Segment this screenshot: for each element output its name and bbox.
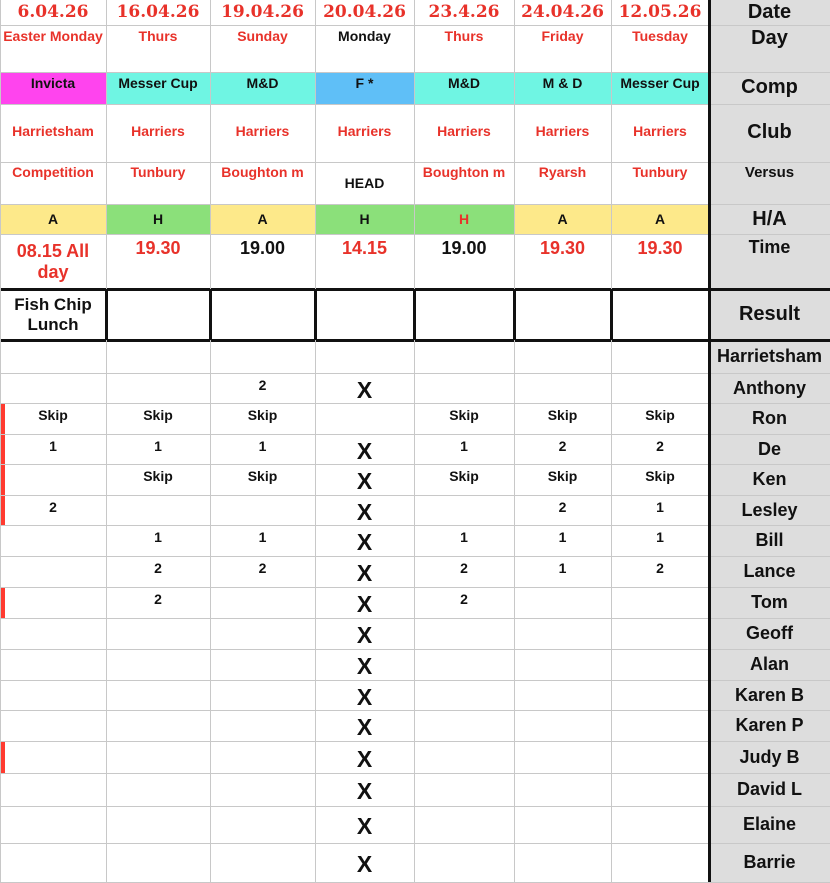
selection-cell[interactable] (414, 773, 514, 806)
player-name: De (757, 438, 781, 459)
result-cell[interactable] (210, 289, 315, 340)
selection-cell[interactable] (514, 773, 611, 806)
date-cell: 24.04.26 (521, 1, 604, 22)
selection-cell[interactable]: 1 (558, 560, 567, 576)
selection-cell[interactable] (315, 403, 414, 434)
result-cell[interactable] (514, 289, 611, 340)
club-cell: Harriers (131, 123, 185, 139)
label-ha: H/A (752, 207, 787, 230)
player-name: David L (736, 779, 802, 800)
selection-cell[interactable] (611, 618, 709, 649)
day-cell: Sunday (237, 28, 288, 44)
selection-cell[interactable]: 1 (154, 438, 162, 454)
absent-mark[interactable]: X (356, 376, 373, 403)
col-divider-result (413, 289, 416, 340)
selection-cell[interactable] (611, 587, 709, 618)
col-divider (414, 0, 415, 882)
day-cell: Easter Monday (3, 28, 103, 44)
selection-cell[interactable] (106, 373, 210, 403)
ha-cell: H (414, 204, 514, 234)
ha-cell: A (210, 204, 315, 234)
selection-cell[interactable] (414, 649, 514, 680)
absent-mark[interactable]: X (356, 714, 373, 741)
result-cell[interactable]: Fish Chip Lunch (14, 294, 92, 334)
row-divider (0, 403, 830, 404)
player-name: Alan (749, 654, 789, 675)
club-cell: Harriers (535, 123, 590, 139)
col-divider-result (314, 289, 317, 340)
absent-mark[interactable]: X (356, 468, 373, 495)
selection-cell[interactable] (106, 495, 210, 525)
versus-cell: Ryarsh (538, 164, 587, 180)
selection-cell[interactable] (210, 495, 315, 525)
comp-cell: M&D (210, 72, 315, 104)
ha-cell: A (611, 204, 709, 234)
selection-cell[interactable] (0, 618, 106, 649)
selection-cell[interactable] (210, 649, 315, 680)
club-cell: Harriers (337, 123, 392, 139)
time-cell: 08.15 All day (16, 240, 90, 282)
row-divider (0, 680, 830, 681)
time-cell: 14.15 (341, 238, 388, 258)
time-cell: 19.30 (637, 238, 683, 258)
row-divider (0, 773, 830, 774)
date-cell: 23.4.26 (428, 1, 500, 22)
versus-cell: Tunbury (632, 164, 688, 180)
col-divider (611, 0, 612, 882)
selection-cell[interactable]: 1 (656, 529, 664, 545)
row-divider (0, 104, 830, 105)
selection-cell[interactable] (514, 680, 611, 710)
selection-cell[interactable] (414, 495, 514, 525)
row-divider (0, 618, 830, 619)
time-cell: 19.00 (441, 238, 487, 258)
selection-cell[interactable]: Skip (143, 468, 173, 484)
selection-cell[interactable] (0, 464, 106, 495)
row-divider (0, 741, 830, 742)
time-cell: 19.30 (135, 238, 181, 258)
selection-cell[interactable] (0, 806, 106, 843)
selection-cell[interactable]: 2 (154, 591, 162, 607)
selection-cell[interactable] (210, 806, 315, 843)
selection-cell[interactable] (210, 680, 315, 710)
comp-cell: Invicta (0, 72, 106, 104)
selection-cell[interactable] (611, 806, 709, 843)
selection-cell[interactable] (611, 741, 709, 773)
selection-cell[interactable] (414, 710, 514, 741)
selection-cell[interactable] (106, 843, 210, 882)
selection-cell[interactable] (414, 806, 514, 843)
selection-cell[interactable]: 1 (460, 438, 468, 454)
col-divider (514, 0, 515, 882)
versus-cell: Boughton m (221, 164, 304, 180)
ha-cell: H (106, 204, 210, 234)
absent-mark[interactable]: X (356, 591, 373, 618)
selection-cell[interactable] (514, 373, 611, 403)
selection-cell[interactable]: 2 (49, 499, 57, 515)
selection-cell[interactable] (611, 773, 709, 806)
absent-mark[interactable]: X (356, 498, 373, 525)
row-divider (0, 162, 830, 163)
selection-cell[interactable] (514, 618, 611, 649)
selection-cell[interactable]: 2 (558, 499, 567, 515)
absent-mark[interactable]: X (356, 437, 373, 464)
selection-cell[interactable] (414, 741, 514, 773)
result-cell[interactable] (611, 289, 709, 340)
row-divider (0, 464, 830, 465)
selection-cell[interactable] (106, 618, 210, 649)
label-time: Time (748, 237, 791, 257)
selection-cell[interactable] (0, 373, 106, 403)
col-divider (315, 0, 316, 882)
player-name: Elaine (742, 814, 797, 835)
day-cell: Monday (338, 28, 391, 44)
absent-mark[interactable]: X (356, 851, 373, 878)
selection-cell[interactable] (106, 680, 210, 710)
absent-mark[interactable]: X (356, 653, 373, 680)
player-name: Barrie (743, 852, 796, 873)
label-club-name: Harrietsham (716, 346, 823, 367)
player-name: Bill (755, 530, 784, 551)
row-divider (0, 234, 830, 235)
label-result: Result (738, 303, 801, 325)
date-cell: 16.04.26 (116, 1, 200, 22)
date-cell: 12.05.26 (618, 1, 702, 22)
selection-cell[interactable] (414, 680, 514, 710)
result-cell[interactable] (315, 289, 414, 340)
selection-cell[interactable]: 2 (656, 438, 664, 454)
absent-mark[interactable]: X (356, 813, 373, 840)
player-name: Karen P (735, 715, 804, 736)
label-date: Date (747, 1, 792, 23)
selection-cell[interactable]: 1 (258, 529, 267, 545)
col-divider-result (105, 289, 108, 340)
selection-cell[interactable]: 1 (154, 529, 162, 545)
selection-cell[interactable]: 2 (154, 560, 162, 576)
label-club: Club (747, 121, 792, 143)
col-divider-result (610, 289, 613, 340)
selection-cell[interactable] (514, 806, 611, 843)
selection-cell[interactable]: 1 (558, 529, 567, 545)
selection-cell[interactable] (0, 773, 106, 806)
label-column-divider (708, 0, 711, 882)
selection-cell[interactable] (611, 843, 709, 882)
day-cell: Thurs (444, 28, 484, 44)
selection-cell[interactable] (514, 843, 611, 882)
selection-cell[interactable]: Skip (449, 468, 479, 484)
row-divider (0, 843, 830, 844)
player-name: Ron (752, 408, 787, 429)
row-divider (0, 373, 830, 374)
col-divider (106, 0, 107, 882)
selection-cell[interactable] (0, 525, 106, 556)
selection-cell[interactable] (0, 556, 106, 587)
selection-cell[interactable] (106, 806, 210, 843)
club-cell: Harriers (437, 123, 491, 139)
club-cell: Harrietsham (12, 123, 94, 139)
selection-cell[interactable]: Skip (143, 407, 173, 423)
row-divider (0, 587, 830, 588)
player-name: Tom (751, 592, 788, 613)
club-cell: Harriers (235, 123, 290, 139)
versus-cell: Competition (12, 164, 94, 180)
ha-cell: A (0, 204, 106, 234)
row-divider (0, 649, 830, 650)
player-name: Anthony (733, 377, 806, 398)
day-cell: Thurs (138, 28, 178, 44)
ha-cell: H (315, 204, 414, 234)
selection-cell[interactable] (611, 649, 709, 680)
selection-cell[interactable]: 2 (558, 438, 567, 454)
versus-cell: Boughton m (422, 164, 506, 180)
col-divider (210, 0, 211, 882)
selection-cell[interactable] (414, 618, 514, 649)
result-cell[interactable] (106, 289, 210, 340)
absent-mark[interactable]: X (356, 529, 373, 556)
player-name: Karen B (734, 684, 805, 705)
absent-mark[interactable]: X (356, 560, 373, 587)
selection-cell[interactable]: 2 (460, 560, 468, 576)
selection-cell[interactable] (414, 843, 514, 882)
label-comp: Comp (741, 76, 798, 98)
selection-cell[interactable] (611, 680, 709, 710)
selection-cell[interactable] (611, 710, 709, 741)
row-divider (0, 495, 830, 496)
selection-cell[interactable] (514, 741, 611, 773)
col-divider-result (209, 289, 212, 340)
selection-cell[interactable] (106, 773, 210, 806)
player-name: Lance (743, 561, 796, 582)
selection-cell[interactable]: 1 (656, 499, 664, 515)
date-cell: 6.04.26 (17, 1, 89, 22)
selection-cell[interactable] (611, 373, 709, 403)
comp-cell: Messer Cup (611, 72, 709, 104)
selection-cell[interactable]: Skip (38, 407, 68, 423)
row-divider (0, 204, 830, 205)
player-name: Ken (752, 469, 787, 490)
selection-cell[interactable]: Skip (247, 468, 278, 484)
selection-cell[interactable]: Skip (449, 407, 479, 423)
selection-cell[interactable]: 1 (49, 438, 57, 454)
absent-mark[interactable]: X (356, 778, 373, 805)
selection-cell[interactable] (210, 773, 315, 806)
row-divider (0, 72, 830, 73)
player-name: Judy B (739, 746, 800, 767)
row-divider (0, 25, 830, 26)
col-divider-result (513, 289, 516, 340)
time-cell: 19.00 (239, 238, 286, 258)
label-day: Day (751, 27, 788, 49)
day-cell: Friday (541, 28, 584, 44)
sheet-edge (0, 0, 1, 882)
selection-cell[interactable] (210, 843, 315, 882)
selection-cell[interactable]: Skip (547, 468, 578, 484)
versus-cell: Tunbury (130, 164, 186, 180)
selection-cell[interactable] (414, 373, 514, 403)
selection-cell[interactable] (210, 741, 315, 773)
result-cell[interactable] (414, 289, 514, 340)
date-cell: 20.04.26 (323, 1, 406, 22)
selection-cell[interactable]: 1 (460, 529, 468, 545)
selection-cell[interactable]: Skip (247, 407, 278, 423)
selection-cell[interactable] (210, 618, 315, 649)
selection-cell[interactable] (514, 649, 611, 680)
absent-mark[interactable]: X (356, 745, 373, 772)
player-name: Geoff (746, 623, 793, 644)
selection-cell[interactable] (0, 649, 106, 680)
row-divider (0, 710, 830, 711)
selection-cell[interactable] (0, 587, 106, 618)
row-divider (0, 556, 830, 557)
date-cell: 19.04.26 (221, 1, 304, 22)
comp-cell: M&D (414, 72, 514, 104)
selection-cell[interactable] (106, 710, 210, 741)
selection-cell[interactable]: 2 (258, 560, 267, 576)
absent-mark[interactable]: X (356, 683, 373, 710)
day-cell: Tuesday (632, 28, 688, 44)
selection-cell[interactable] (0, 741, 106, 773)
time-cell: 19.30 (539, 238, 586, 258)
selection-cell[interactable] (106, 741, 210, 773)
absent-mark[interactable]: X (356, 622, 373, 649)
selection-cell[interactable] (514, 587, 611, 618)
row-divider (0, 434, 830, 435)
selection-cell[interactable]: Skip (645, 407, 675, 423)
selection-cell[interactable] (0, 680, 106, 710)
selection-cell[interactable]: Skip (547, 407, 578, 423)
selection-cell[interactable]: 2 (460, 591, 468, 607)
label-versus: Versus (744, 164, 795, 181)
comp-cell: F * (315, 72, 414, 104)
comp-cell: Messer Cup (106, 72, 210, 104)
selection-cell[interactable] (0, 843, 106, 882)
row-divider (0, 806, 830, 807)
ha-cell: A (514, 204, 611, 234)
club-cell: Harriers (633, 123, 687, 139)
selection-cell[interactable]: 2 (656, 560, 664, 576)
selection-cell[interactable] (210, 587, 315, 618)
row-divider (0, 525, 830, 526)
selection-cell[interactable] (514, 710, 611, 741)
selection-cell[interactable]: 2 (258, 377, 267, 393)
player-name: Lesley (741, 499, 798, 520)
selection-cell[interactable] (210, 710, 315, 741)
selection-cell[interactable] (106, 649, 210, 680)
selection-cell[interactable]: Skip (645, 468, 675, 484)
selection-cell[interactable] (0, 710, 106, 741)
versus-cell: HEAD (344, 174, 385, 191)
comp-cell: M & D (514, 72, 611, 104)
selection-cell[interactable]: 1 (258, 438, 267, 454)
